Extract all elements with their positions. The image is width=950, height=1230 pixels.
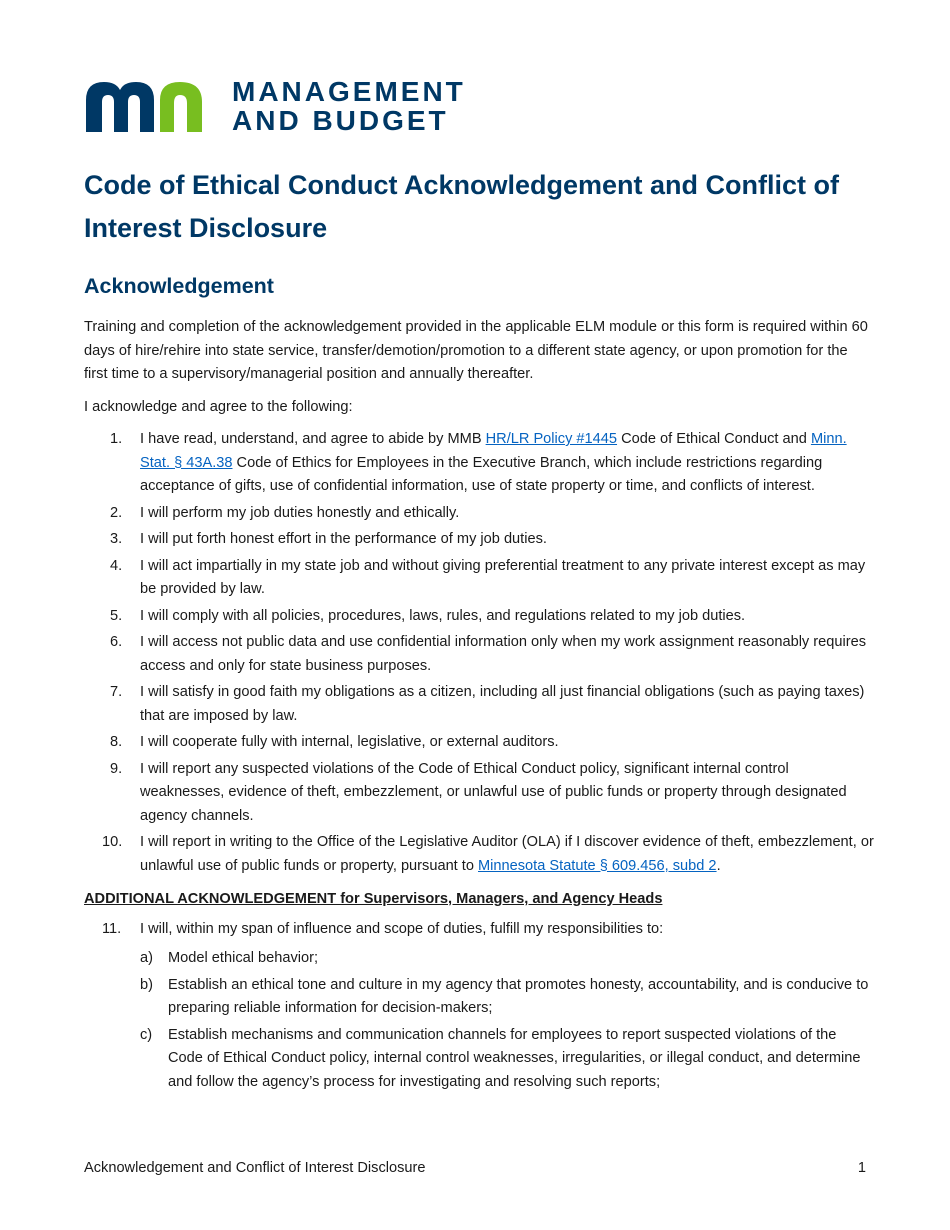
list-number: 2.: [110, 504, 123, 521]
minnesota-statute-609456-link[interactable]: Minnesota Statute § 609.456, subd 2: [478, 857, 717, 874]
mmb-logo: [84, 76, 466, 136]
list-item: [84, 758, 874, 829]
item-text: I will comply with all policies, procedures, laws, rules, and regulations related to my job duties.: [140, 607, 746, 624]
item-text: I will access not public data and use confidential information only when my work assignment reasonably requires access and only for state business purposes.: [140, 634, 867, 674]
page-footer: [84, 1160, 866, 1176]
item-text: .: [716, 857, 721, 874]
sub-list-letter: b): [140, 976, 153, 993]
sub-item-text: Model ethical behavior;: [168, 950, 319, 966]
intro-paragraph: Training and completion of the acknowledgement provided in the applicable ELM module or this form is required within 60 days of hire/rehire into state service, transfer/demotion/promotion to a different state agency, or upon promotion for the first time to a supervisory/managerial position and annually thereafter.: [84, 319, 868, 382]
sub-list: [140, 947, 874, 1094]
list-number: 10.: [102, 834, 123, 850]
supervisor-list: [84, 918, 874, 1095]
item-text: Code of Ethical Conduct and: [617, 431, 811, 447]
list-number: 7.: [110, 684, 123, 700]
mn-logo-mark-icon: [84, 78, 212, 134]
sub-list-item: [140, 947, 874, 971]
acknowledgement-list: [84, 428, 874, 878]
sub-item-text: Establish an ethical tone and culture in my agency that promotes honesty, accountability, and is conducive to preparing reliable information for decision-makers;: [168, 976, 869, 1016]
list-item: [84, 428, 874, 499]
document-title: Code of Ethical Conduct Acknowledgement and Conflict of Interest Disclosure: [84, 170, 840, 243]
document-body: [84, 316, 874, 1097]
agree-line: I acknowledge and agree to the following:: [84, 398, 353, 415]
item-text: I will report in writing to the Office of the Legislative Auditor (OLA) if I discover evidence of theft, embezzlement, or unlawful use of public funds or property, pursuant to: [140, 834, 874, 874]
item-text: I will satisfy in good faith my obligations as a citizen, including all just financial obligations (such as paying taxes) that are imposed by law.: [140, 684, 865, 724]
logo-line-1: MANAGEMENT: [232, 76, 466, 107]
list-item: [84, 555, 874, 602]
list-number: 6.: [110, 634, 123, 650]
item-text: I will cooperate fully with internal, legislative, or external auditors.: [140, 734, 559, 750]
item-text: I have read, understand, and agree to abide by MMB: [140, 431, 486, 447]
additional-acknowledgement-heading: ADDITIONAL ACKNOWLEDGEMENT for Supervisors, Managers, and Agency Heads: [84, 891, 663, 907]
item-text: Code of Ethics for Employees in the Executive Branch, which include restrictions regarding acceptance of gifts, use of confidential information, use of state property or time, and conflicts of interest.: [140, 454, 823, 494]
page-number: 1: [857, 1160, 866, 1176]
list-item: [84, 681, 874, 728]
item-text: I will act impartially in my state job and without giving preferential treatment to any private interest except as may be provided by law.: [140, 557, 866, 597]
list-number: 11.: [102, 920, 122, 937]
item-text: I will report any suspected violations of the Code of Ethical Conduct policy, significant internal control weaknesses, evidence of theft, embezzlement, or unlawful use of public funds or property through designated agency channels.: [140, 760, 847, 824]
minn-stat-43a38-link[interactable]: Minn. Stat. § 43A.38: [140, 431, 847, 471]
sub-item-text: Establish mechanisms and communication channels for employees to report suspected violations of the Code of Ethical Conduct policy, internal control weaknesses, irregularities, or illegal conduct, and determine and follow the agency’s process for investigating and resolving such reports;: [168, 1026, 861, 1090]
list-number: 8.: [110, 734, 123, 750]
list-item: [84, 831, 874, 878]
list-number: 3.: [110, 531, 123, 547]
list-item: [84, 731, 874, 755]
logo-line-2: AND BUDGET: [232, 105, 449, 136]
item-text: I will perform my job duties honestly and ethically.: [140, 504, 460, 521]
section-heading-acknowledgement: Acknowledgement: [84, 274, 274, 298]
list-number: 1.: [110, 431, 123, 447]
list-item: [84, 528, 874, 552]
list-item: [84, 918, 874, 1095]
list-item: [84, 502, 874, 526]
list-number: 9.: [110, 760, 123, 777]
logo-wordmark: [232, 77, 466, 135]
sub-list-letter: a): [140, 950, 153, 966]
item-text: I will put forth honest effort in the performance of my job duties.: [140, 531, 547, 547]
list-item: [84, 631, 874, 678]
footer-title: Acknowledgement and Conflict of Interest Disclosure: [84, 1160, 426, 1176]
sub-list-item: [140, 1024, 874, 1095]
item-text: I will, within my span of influence and scope of duties, fulfill my responsibilities to:: [140, 920, 664, 937]
hr-lr-policy-link[interactable]: HR/LR Policy #1445: [485, 431, 618, 447]
list-number: 4.: [110, 557, 123, 574]
list-number: 5.: [110, 607, 123, 624]
list-item: [84, 605, 874, 629]
sub-list-letter: c): [140, 1026, 153, 1043]
sub-list-item: [140, 974, 874, 1021]
